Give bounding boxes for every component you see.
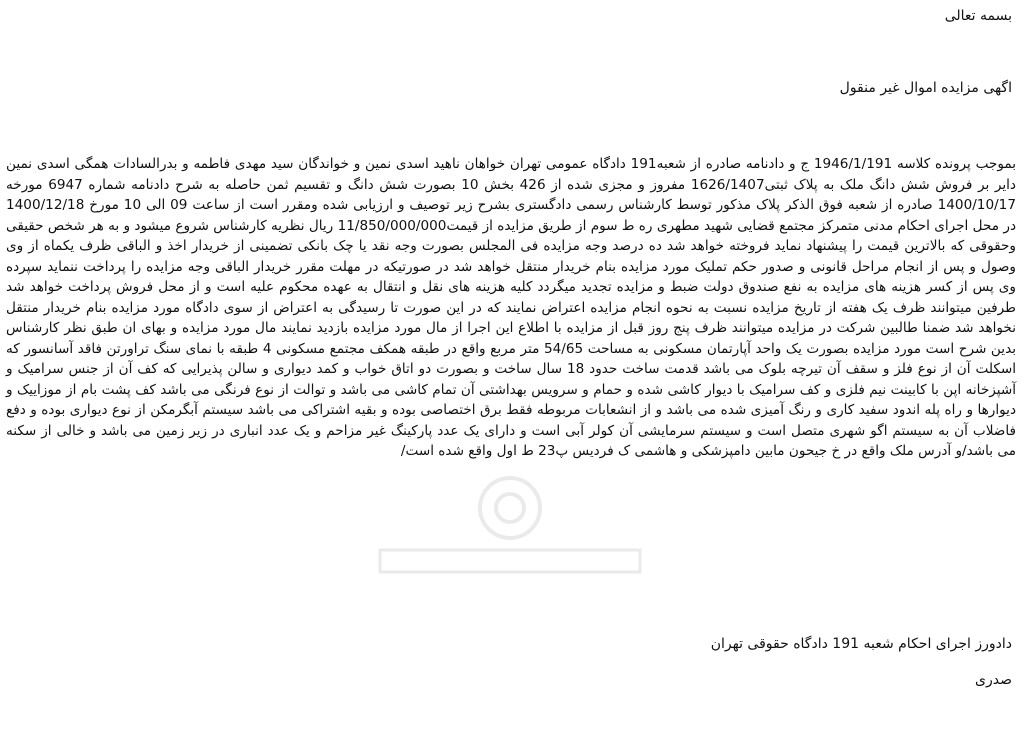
watermark-logo: [360, 470, 660, 580]
invocation-heading: بسمه تعالی: [944, 8, 1012, 24]
signatory-title: دادورز اجرای احکام شعبه 191 دادگاه حقوقی تهران: [710, 636, 1012, 652]
signatory-name: صدری: [975, 672, 1012, 688]
notice-title: اگهی مزایده اموال غیر منقول: [839, 80, 1012, 96]
notice-body: بموجب پرونده کلاسه 1946/1/191 ج و دادنامه صادره از شعبه191 دادگاه عمومی تهران خواهان ناهید اسدی نمین و خواندگان سید مهدی فاطمه و بدرالسادات همگی اسدی نمین دایر بر فروش شش دانگ ملک به پلاک ثبتی1626/1407 مفروز و مجزی شده از 426 بخش 10 بصورت شش دانگ و تقسیم ثمن حاصله به شرح دادنامه شماره 6947 مورخه 1400/10/17 صادره از شعبه فوق الذکر پلاک مذکور توسط کارشناس رسمی دادگستری بشرح زیر توصیف و ارزیابی شده ومقرر است از ساعت 09 الی 10 مورخ 1400/12/18 در محل اجرای احکام مدنی متمرکز مجتمع قضایی شهید مطهری ره ط سوم از طریق مزایده از قیمت11/850/000/000 ریال نظریه کارشناس شروع میشود و به هر شخص حقیقی وحقوقی که بالاترین قیمت را پیشنهاد نماید فروخته خواهد شد ده درصد وجه مزایده فی المجلس بصورت وجه نقد یا چک بانکی تضمینی از خریدار اخذ و الباقی ظرف یکماه از وی وصول و پس از انجام مراحل قانونی و صدور حکم تملیک مورد مزایده بنام خریدار منتقل خواهد شد در صورتیکه در مهلت مقرر خریدار الباقی وجه مزایده را پرداخت ننماید سپرده وی پس از کسر هزینه های مزایده به نفع صندوق دولت ضبط و مزایده تجدید میگردد کلیه هزینه های نقل و انتقال به عهده محکوم علیه است و از محل فروش پرداخت خواهد شد طرفین میتوانند ظرف یک هفته از تاریخ مزایده نسبت به نحوه انجام مزایده اعتراض نمایند که در این صورت تا رسیدگی به اعتراض از سوی دادگاه مورد مزایده بنام خریدار منتقل نخواهد شد ضمنا طالبین شرکت در مزایده میتوانند ظرف پنج روز قبل از مزایده با اطلاع این اجرا از مال مورد مزایده بازدید نمایند مال مورد مزایده و بهای ان طبق نظر کارشناس بدین شرح است مورد مزایده بصورت یک واحد آپارتمان مسکونی به مساحت 54/65 متر مربع واقع در طبقه همکف مجتمع مسکونی 4 طبقه با نمای سنگ تراورتن فاقد آسانسور که اسکلت آن از نوع فلز و سقف آن تیرچه بلوک می باشد قدمت ساخت حدود 18 سال ساخت و بصورت دو اتاق خواب و کمد دیواری و سالن پذیرایی که کف آن از جنس سرامیک و آشپزخانه اپن با کابینت نیم فلزی و کف سرامیک با دیوار کاشی شده و حمام و سرویس بهداشتی آن تمام کاشی می باشد و توالت از نوع فرنگی می باشد کف پشت بام از موزاییک و دیوارها و راه پله اندود سفید کاری و رنگ آمیزی شده می باشد و از انشعابات مربوطه فقط برق اختصاصی بوده و بقیه اشتراکی می باشد سیستم آبگرمکن از نوع دیواری بوده و دفع فاضلاب آن به سیستم اگو شهری متصل است و سیستم سرمایشی آن کولر آبی است و دارای یک عدد پارکینگ غیر مزاحم و یک عدد انباری در زیر زمین می باشد و خالی از سکنه می باشد/و آدرس ملک واقع در خ جیحون مابین دامپزشکی و هاشمی ک فردیس پ23 ط اول واقع شده است/: [6, 156, 1016, 459]
